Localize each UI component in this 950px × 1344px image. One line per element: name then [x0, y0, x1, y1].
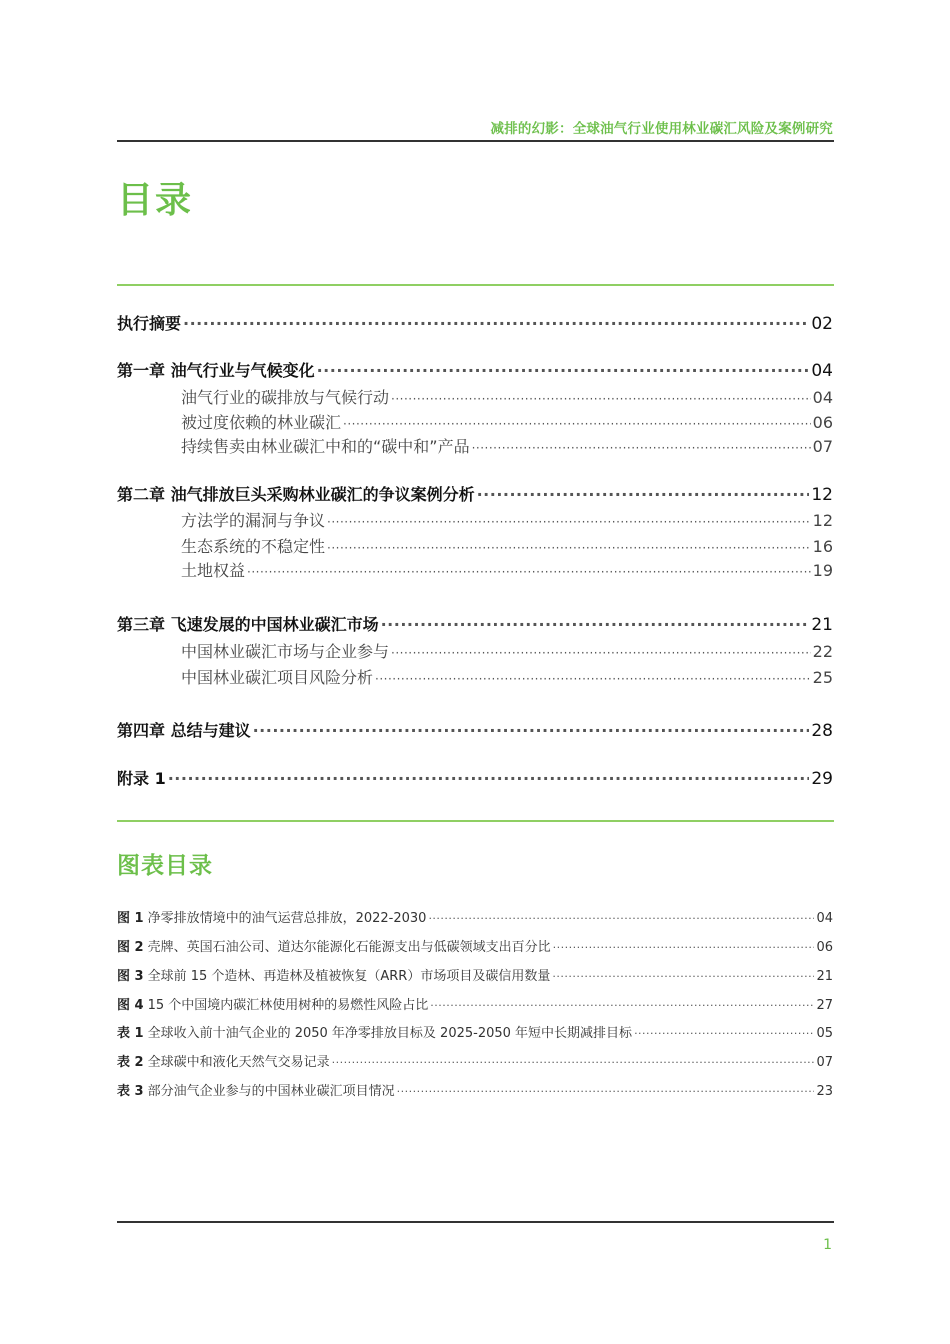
figure-number: 图 3 — [117, 969, 144, 984]
table-entry-1[interactable] — [117, 1022, 833, 1041]
figure-number: 图 1 — [117, 911, 144, 926]
toc-bottom-divider — [117, 820, 834, 822]
toc-entry-label: 土地权益 — [181, 561, 246, 580]
dot-leader — [253, 721, 810, 740]
toc-entry-page: 29 — [811, 769, 833, 789]
toc-entry-page: 21 — [811, 615, 833, 635]
table-page: 05 — [816, 1026, 833, 1041]
toc-entry-1-2[interactable] — [181, 410, 833, 433]
toc-entry-label: 方法学的漏洞与争议 — [181, 511, 326, 530]
toc-entry-1-1[interactable] — [181, 385, 833, 408]
toc-entry-chapter-4[interactable] — [117, 718, 833, 741]
dot-leader — [391, 646, 811, 660]
figure-label: 15 个中国境内碳汇林使用树种的易燃性风险占比 — [147, 998, 429, 1013]
table-number: 表 3 — [117, 1084, 144, 1099]
toc-entry-page: 06 — [812, 413, 833, 432]
toc-entry-label: 中国林业碳汇市场与企业参与 — [181, 642, 390, 661]
toc-entry-chapter-2[interactable] — [117, 482, 833, 505]
table-number: 表 2 — [117, 1055, 144, 1070]
toc-entry-page: 07 — [812, 437, 833, 456]
toc-entry-appendix[interactable] — [117, 766, 833, 789]
toc-entry-label: 生态系统的不稳定性 — [181, 537, 326, 556]
figure-page: 27 — [816, 998, 833, 1013]
table-entry-2[interactable] — [117, 1051, 833, 1070]
dot-leader — [381, 615, 810, 634]
toc-entry-page: 12 — [811, 485, 833, 505]
toc-entry-label: 附录 1 — [117, 769, 166, 788]
toc-entry-label: 第三章 飞速发展的中国林业碳汇市场 — [117, 615, 379, 634]
toc-entry-label: 持续售卖由林业碳汇中和的“碳中和”产品 — [181, 437, 470, 456]
dot-leader — [332, 1056, 815, 1069]
dot-leader — [553, 941, 815, 954]
toc-entry-page: 16 — [812, 537, 833, 556]
dot-leader — [477, 485, 810, 504]
figure-page: 21 — [816, 969, 833, 984]
toc-entry-1-3[interactable] — [181, 434, 833, 457]
dot-leader — [375, 672, 811, 686]
dot-leader — [397, 1085, 815, 1098]
toc-entry-chapter-1[interactable] — [117, 358, 833, 381]
toc-top-divider — [117, 284, 834, 286]
dot-leader — [168, 769, 810, 788]
toc-entry-page: 19 — [812, 561, 833, 580]
toc-entry-2-2[interactable] — [181, 534, 833, 557]
table-label: 全球收入前十油气企业的 2050 年净零排放目标及 2025-2050 年短中长期减排目标 — [147, 1026, 633, 1041]
toc-entry-3-2[interactable] — [181, 665, 833, 688]
toc-entry-label: 执行摘要 — [117, 314, 182, 333]
toc-entry-page: 02 — [811, 314, 833, 334]
figure-entry-3[interactable] — [117, 965, 833, 984]
header-divider — [117, 140, 834, 142]
table-page: 23 — [816, 1084, 833, 1099]
toc-entry-page: 25 — [812, 668, 833, 687]
table-number: 表 1 — [117, 1026, 144, 1041]
toc-entry-exec-summary[interactable] — [117, 311, 833, 334]
dot-leader — [247, 565, 811, 579]
figure-label: 壳牌、英国石油公司、道达尔能源化石能源支出与低碳领域支出百分比 — [147, 940, 551, 955]
table-page: 07 — [816, 1055, 833, 1070]
toc-entry-page: 28 — [811, 721, 833, 741]
dot-leader — [472, 441, 811, 455]
toc-entry-2-3[interactable] — [181, 558, 833, 581]
table-entry-3[interactable] — [117, 1080, 833, 1099]
table-label: 部分油气企业参与的中国林业碳汇项目情况 — [147, 1084, 395, 1099]
dot-leader — [552, 970, 814, 983]
table-label: 全球碳中和液化天然气交易记录 — [147, 1055, 330, 1070]
dot-leader — [327, 541, 811, 555]
toc-entry-page: 04 — [812, 388, 833, 407]
page-title: 目录 — [117, 180, 194, 221]
figure-label: 全球前 15 个造林、再造林及植被恢复（ARR）市场项目及碳信用数量 — [147, 969, 551, 984]
toc-entry-label: 被过度依赖的林业碳汇 — [181, 413, 342, 432]
figure-entry-1[interactable] — [117, 907, 833, 926]
toc-entry-3-1[interactable] — [181, 639, 833, 662]
figure-number: 图 4 — [117, 998, 144, 1013]
dot-leader — [317, 361, 810, 380]
footer-divider — [117, 1221, 834, 1223]
toc-entry-page: 12 — [812, 511, 833, 530]
figure-page: 04 — [816, 911, 833, 926]
toc-entry-page: 04 — [811, 361, 833, 381]
figure-page: 06 — [816, 940, 833, 955]
toc-entry-2-1[interactable] — [181, 508, 833, 531]
dot-leader — [327, 515, 811, 529]
toc-entry-label: 油气行业的碳排放与气候行动 — [181, 388, 390, 407]
figure-entry-2[interactable] — [117, 936, 833, 955]
toc-entry-label: 第二章 油气排放巨头采购林业碳汇的争议案例分析 — [117, 485, 475, 504]
dot-leader — [428, 912, 814, 925]
toc-entry-label: 第一章 油气行业与气候变化 — [117, 361, 315, 380]
figure-label: 净零排放情境中的油气运营总排放，2022-2030 — [147, 911, 427, 926]
figures-section-title: 图表目录 — [117, 853, 213, 879]
figure-number: 图 2 — [117, 940, 144, 955]
toc-entry-chapter-3[interactable] — [117, 612, 833, 635]
toc-entry-label: 中国林业碳汇项目风险分析 — [181, 668, 374, 687]
toc-entry-page: 22 — [812, 642, 833, 661]
dot-leader — [430, 999, 814, 1012]
report-title: 减排的幻影：全球油气行业使用林业碳汇风险及案例研究 — [490, 121, 833, 137]
page-number: 1 — [823, 1237, 832, 1253]
dot-leader — [391, 392, 811, 406]
figure-entry-4[interactable] — [117, 994, 833, 1013]
dot-leader — [183, 314, 809, 333]
dot-leader — [343, 417, 811, 431]
toc-entry-label: 第四章 总结与建议 — [117, 721, 251, 740]
dot-leader — [634, 1027, 814, 1040]
